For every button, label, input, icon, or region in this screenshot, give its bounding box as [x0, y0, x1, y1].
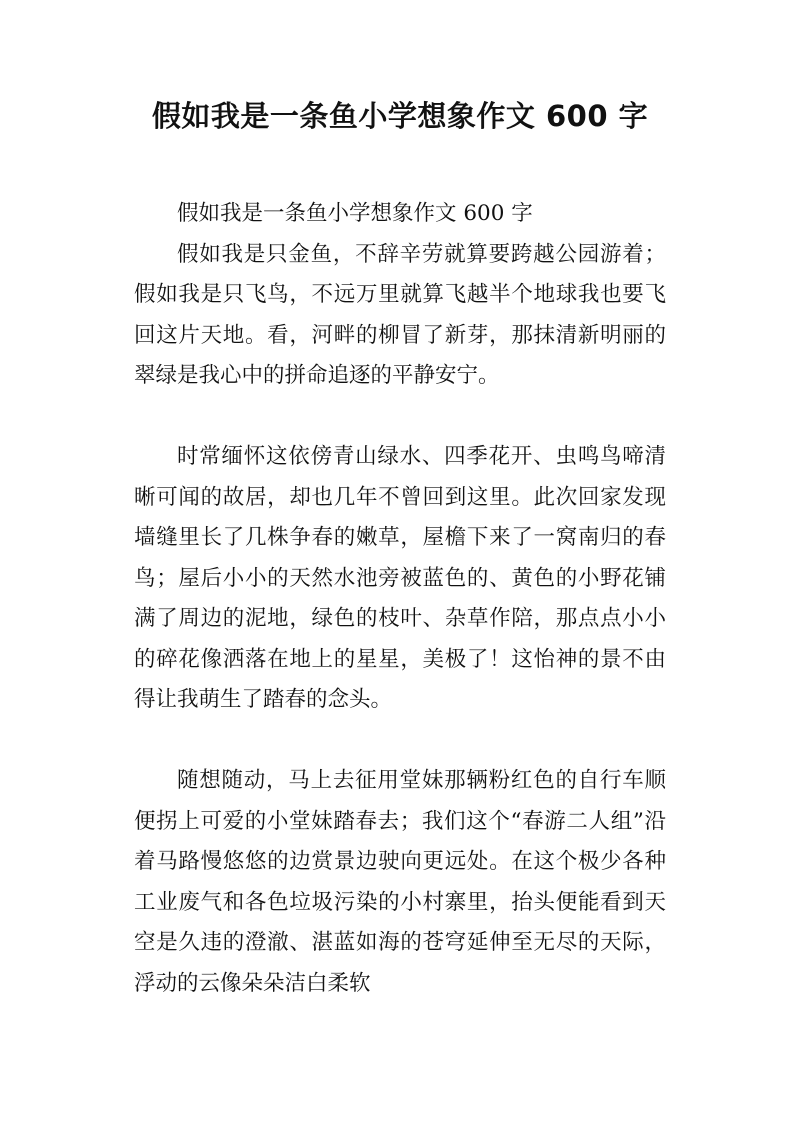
- paragraph-1: 假如我是只金鱼，不辞辛劳就算要跨越公园游着；假如我是只飞鸟，不远万里就算飞越半个地球我也要飞回这片天地。看，河畔的柳冒了新芽，那抹清新明丽的翠绿是我心中的拼命追逐的平静安宁。: [134, 241, 666, 388]
- paragraph-2: 时常缅怀这依傍青山绿水、四季花开、虫鸣鸟啼清晰可闻的故居，却也几年不曾回到这里。此次回家发现墙缝里长了几株争春的嫩草，屋檐下来了一窝南归的春鸟；屋后小小的天然水池旁被蓝色的、黄色的小野花铺满了周边的泥地，绿色的枝叶、杂草作陪，那点点小小的碎花像洒落在地上的星星，美极了！这怡神的景不由得让我萌生了踏春的念头。: [134, 444, 666, 712]
- article-body: [134, 194, 666, 1004]
- paragraph-3: 随想随动，马上去征用堂妹那辆粉红色的自行车顺便拐上可爱的小堂妹踏春去；我们这个“春游二人组”沿着马路慢悠悠的边赏景边驶向更远处。在这个极少各种工业废气和各色垃圾污染的小村寨里，抬头便能看到天空是久违的澄澈、湛蓝如海的苍穹延伸至无尽的天际，浮动的云像朵朵洁白柔软: [134, 768, 666, 996]
- page-title: 假如我是一条鱼小学想象作文 600 字: [151, 99, 649, 133]
- paragraph-subtitle: 假如我是一条鱼小学想象作文 600 字: [177, 201, 533, 226]
